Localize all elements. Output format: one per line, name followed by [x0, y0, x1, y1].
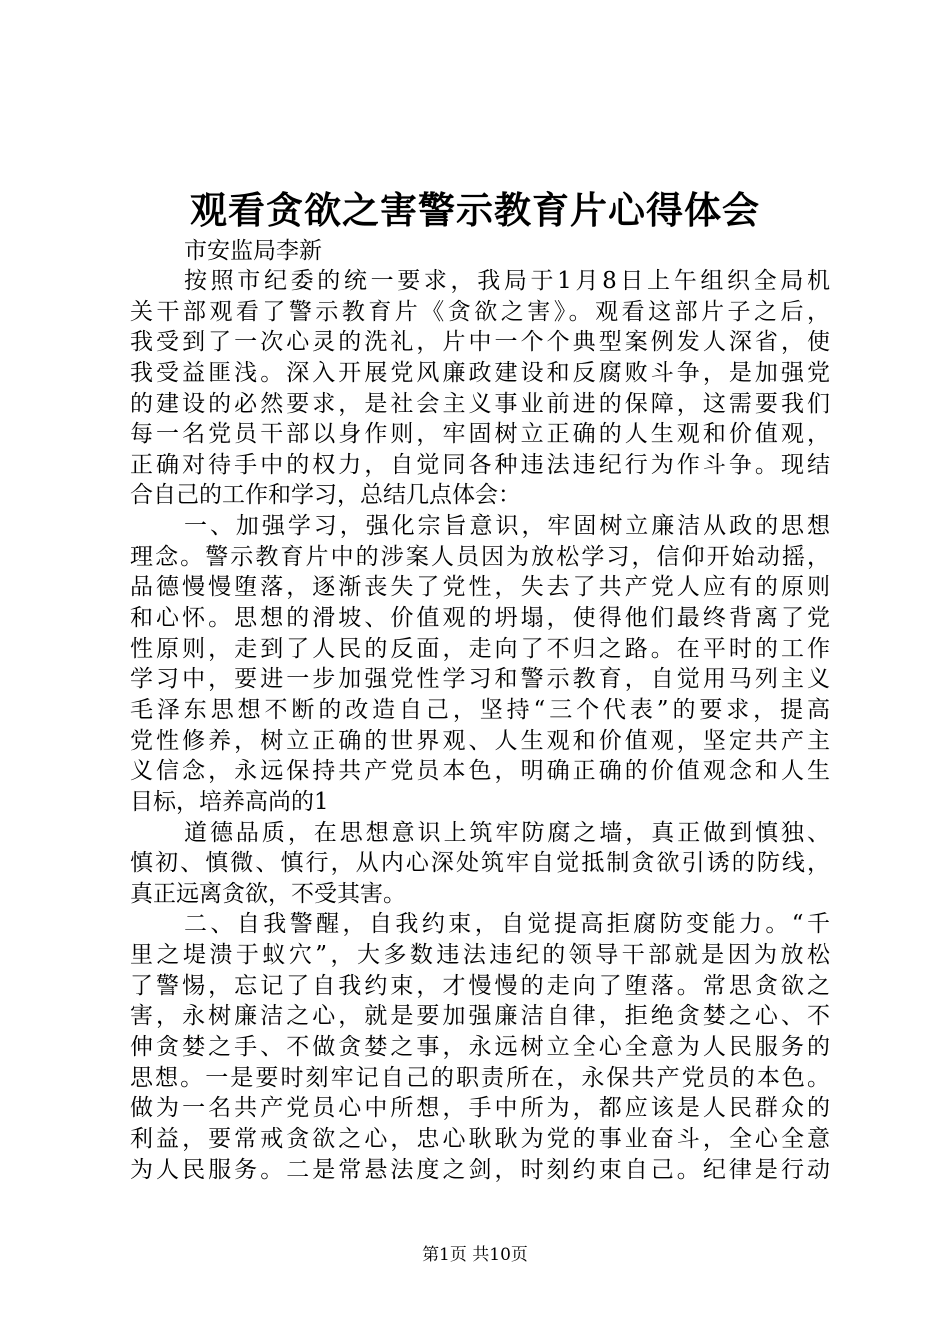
- text-line: 和心怀。思想的滑坡、价值观的坍塌，使得他们最终背离了党: [130, 605, 830, 632]
- text-line: 一、加强学习，强化宗旨意识，牢固树立廉洁从政的思想: [184, 513, 830, 540]
- text-line: 道德品质，在思想意识上筑牢防腐之墙，真正做到慎独、: [184, 819, 830, 846]
- text-line: 我受到了一次心灵的洗礼，片中一个个典型案例发人深省，使: [130, 329, 830, 356]
- text-line: 按照市纪委的统一要求，我局于1月8日上午组织全局机: [184, 268, 830, 294]
- text-line: 了警惕，忘记了自我约束，才慢慢的走向了堕落。常思贪欲之: [130, 972, 830, 999]
- text-line: 慎初、慎微、慎行，从内心深处筑牢自觉抵制贪欲引诱的防线，: [130, 850, 830, 877]
- text-line: 思想。一是要时刻牢记自己的职责所在，永保共产党员的本色。: [130, 1064, 830, 1091]
- text-line: 每一名党员干部以身作则，牢固树立正确的人生观和价值观，: [130, 421, 830, 448]
- text-line: 我受益匪浅。深入开展党风廉政建设和反腐败斗争，是加强党: [130, 359, 830, 386]
- text-line: 为人民服务。二是常悬法度之剑，时刻约束自己。纪律是行动: [130, 1156, 830, 1183]
- text-line: 真正远离贪欲，不受其害。: [130, 880, 406, 907]
- author-line: 市安监局李新: [184, 238, 322, 264]
- text-line: 合自己的工作和学习，总结几点体会：: [130, 482, 521, 509]
- text-line: 做为一名共产党员心中所想，手中所为，都应该是人民群众的: [130, 1095, 830, 1122]
- text-line: 的建设的必然要求，是社会主义事业前进的保障，这需要我们: [130, 390, 830, 417]
- document-title: 观看贪欲之害警示教育片心得体会: [190, 188, 760, 232]
- document-body: [130, 266, 830, 1185]
- text-line: 二、自我警醒，自我约束，自觉提高拒腐防变能力。“千: [184, 911, 830, 938]
- text-line: 党性修养，树立正确的世界观、人生观和价值观，坚定共产主: [130, 727, 830, 754]
- text-line: 关干部观看了警示教育片《贪欲之害》。观看这部片子之后，: [130, 298, 830, 325]
- text-line: 里之堤溃于蚁穴”，大多数违法违纪的领导干部就是因为放松: [130, 942, 830, 969]
- text-line: 理念。警示教育片中的涉案人员因为放松学习，信仰开始动摇，: [130, 543, 830, 570]
- text-line: 目标，培养高尚的1: [130, 788, 329, 815]
- text-line: 毛泽东思想不断的改造自己，坚持“三个代表”的要求，提高: [130, 696, 830, 723]
- text-line: 利益，要常戒贪欲之心，忠心耿耿为党的事业奋斗，全心全意: [130, 1125, 830, 1152]
- text-line: 正确对待手中的权力，自觉同各种违法违纪行为作斗争。现结: [130, 451, 830, 478]
- text-line: 品德慢慢堕落，逐渐丧失了党性，失去了共产党人应有的原则: [130, 574, 830, 601]
- text-line: 学习中，要进一步加强党性学习和警示教育，自觉用马列主义: [130, 666, 830, 693]
- text-line: 伸贪婪之手、不做贪婪之事，永远树立全心全意为人民服务的: [130, 1034, 830, 1061]
- page-footer: 第1页 共10页: [422, 1245, 528, 1265]
- text-line: 害，永树廉洁之心，就是要加强廉洁自律，拒绝贪婪之心、不: [130, 1003, 830, 1030]
- text-line: 性原则，走到了人民的反面，走向了不归之路。在平时的工作: [130, 635, 830, 662]
- text-line: 义信念，永远保持共产党员本色，明确正确的价值观念和人生: [130, 758, 830, 785]
